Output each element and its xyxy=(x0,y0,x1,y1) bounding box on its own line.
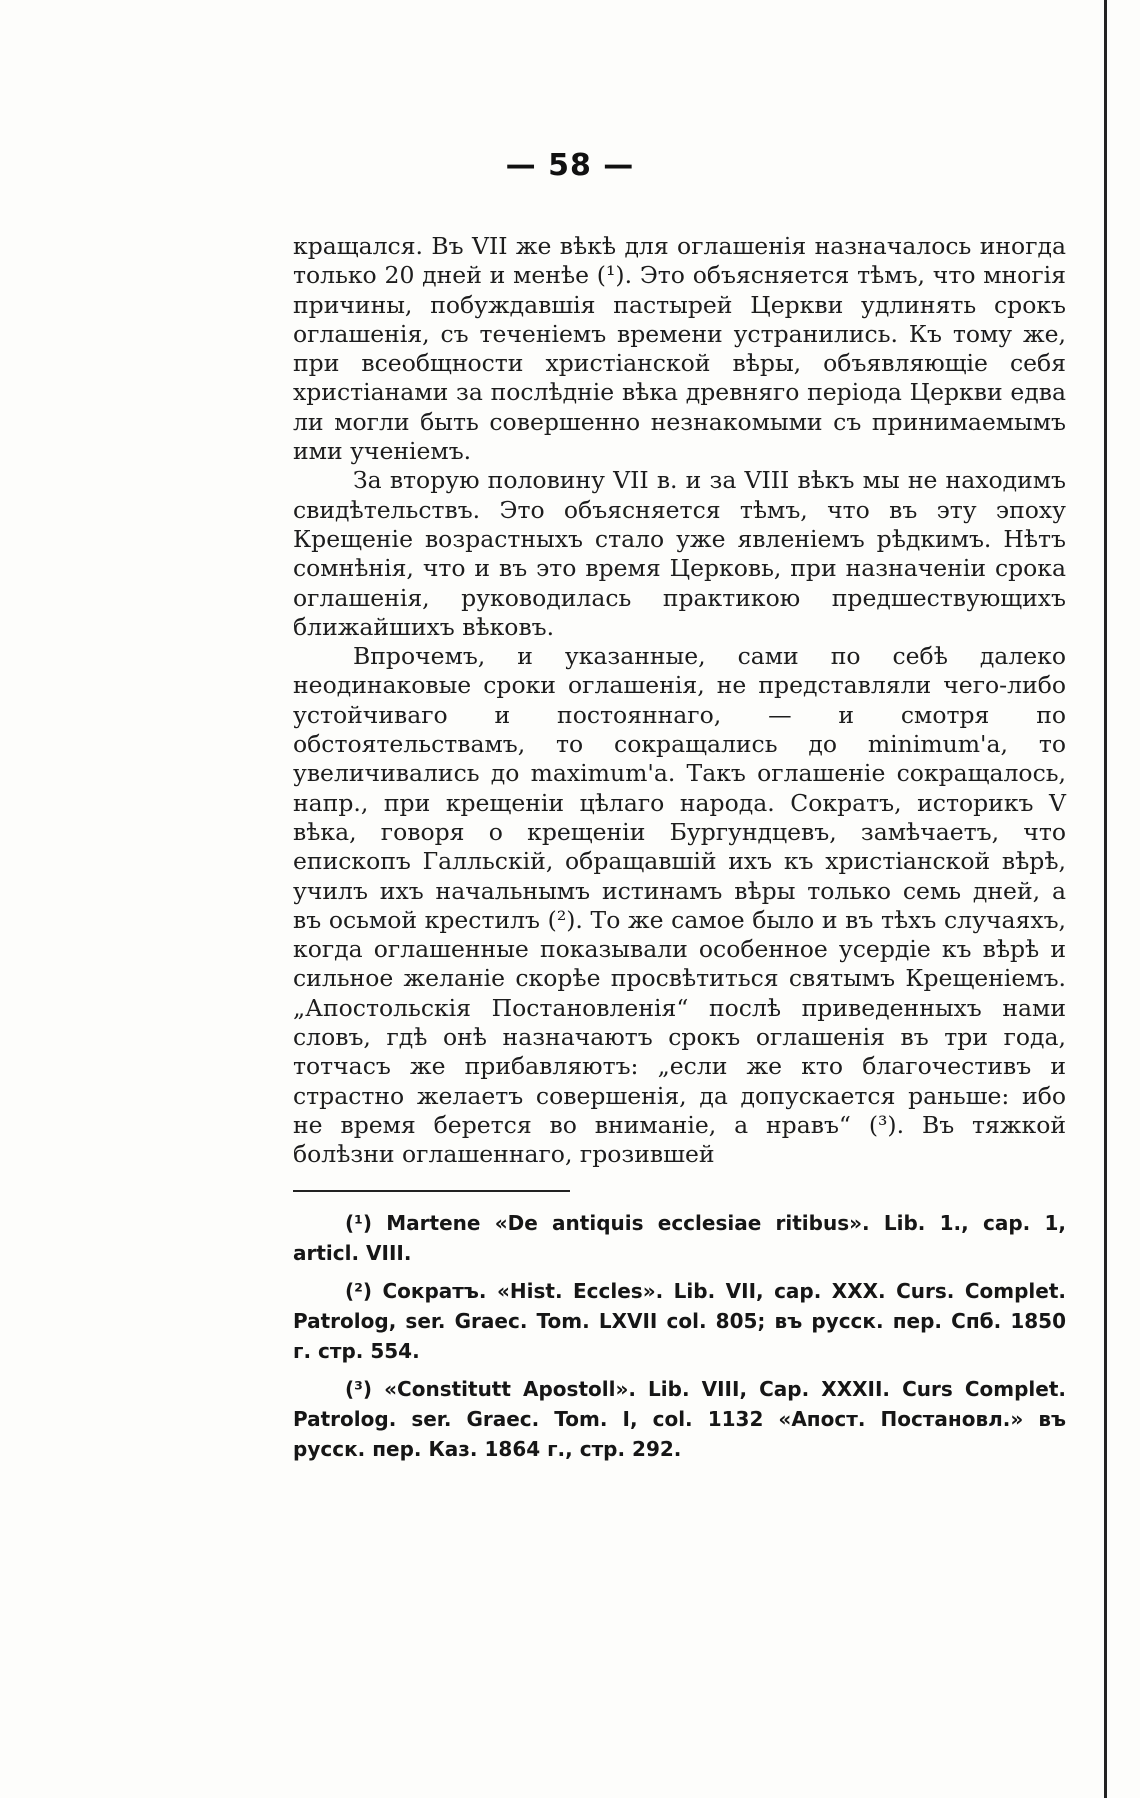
page-number: — 58 — xyxy=(505,148,635,183)
paragraph-2: За вторую половину VII в. и за VIII вѣкъ мы не находимъ свидѣтельствъ. Это объясняется тѣмъ, что въ эту эпоху Крещеніе возрастныхъ стало уже явленіемъ рѣдкимъ. Нѣтъ сомнѣнія, что и въ это время Церковь, при назначеніи срока оглашенія, руководилась практикою предшествующихъ ближайшихъ вѣковъ. xyxy=(293,466,1066,641)
footnotes xyxy=(293,1208,1066,1472)
page-edge-line xyxy=(1104,0,1107,1798)
paragraph-1: кращался. Въ VII же вѣкѣ для оглашенія назначалось иногда только 20 дней и менѣе (¹). Это объясняется тѣмъ, что многія причины, побуждавшія пастырей Церкви удлинять срокъ оглашенія, съ теченіемъ времени устранились. Къ тому же, при всеобщности христіанской вѣры, объявляющіе себя христіанами за послѣдніе вѣка древняго періода Церкви едва ли могли быть совершенно незнакомыми съ принимаемымъ ими ученіемъ. xyxy=(293,232,1066,466)
footnote-1: (¹) Martene «De antiquis ecclesiae ritibus». Lib. 1., cap. 1, articl. VIII. xyxy=(293,1211,1066,1265)
paragraph-3: Впрочемъ, и указанные, сами по себѣ далеко неодинаковые сроки оглашенія, не представляли чего-либо устойчиваго и постояннаго, — и смотря по обстоятельствамъ, то сокращались до minimum'а, то увеличивались до maximum'а. Такъ оглашеніе сокращалось, напр., при крещеніи цѣлаго народа. Сократъ, историкъ V вѣка, говоря о крещеніи Бургундцевъ, замѣчаетъ, что епископъ Галльскій, обращавшій ихъ къ христіанской вѣрѣ, училъ ихъ начальнымъ истинамъ вѣры только семь дней, а въ осьмой крестилъ (²). То же самое было и въ тѣхъ случаяхъ, когда оглашенные показывали особенное усердіе къ вѣрѣ и сильное желаніе скорѣе просвѣтиться святымъ Крещеніемъ. „Апостольскія Постановленія“ послѣ приведенныхъ нами словъ, гдѣ онѣ назначаютъ срокъ оглашенія въ три года, тотчасъ же прибавляютъ: „если же кто благочестивъ и страстно желаетъ совершенія, да допускается раньше: ибо не время берется во вниманіе, а нравъ“ (³). Въ тяжкой болѣзни оглашеннаго, грозившей xyxy=(293,642,1066,1169)
footnote-3: (³) «Constitutt Apostoll». Lib. VIII, Cap. XXXII. Curs Complet. Patrolog. ser. Graec. Tom. I, col. 1132 «Апост. Постановл.» въ русск. пер. Каз. 1864 г., стр. 292. xyxy=(293,1377,1066,1461)
footnote-separator xyxy=(293,1190,570,1192)
footnote-2: (²) Сократъ. «Hist. Eccles». Lib. VII, cap. XXX. Curs. Complet. Patrolog, ser. Graec. Tom. LXVII col. 805; въ русск. пер. Спб. 1850 г. стр. 554. xyxy=(293,1279,1066,1363)
body-text xyxy=(293,232,1066,1170)
